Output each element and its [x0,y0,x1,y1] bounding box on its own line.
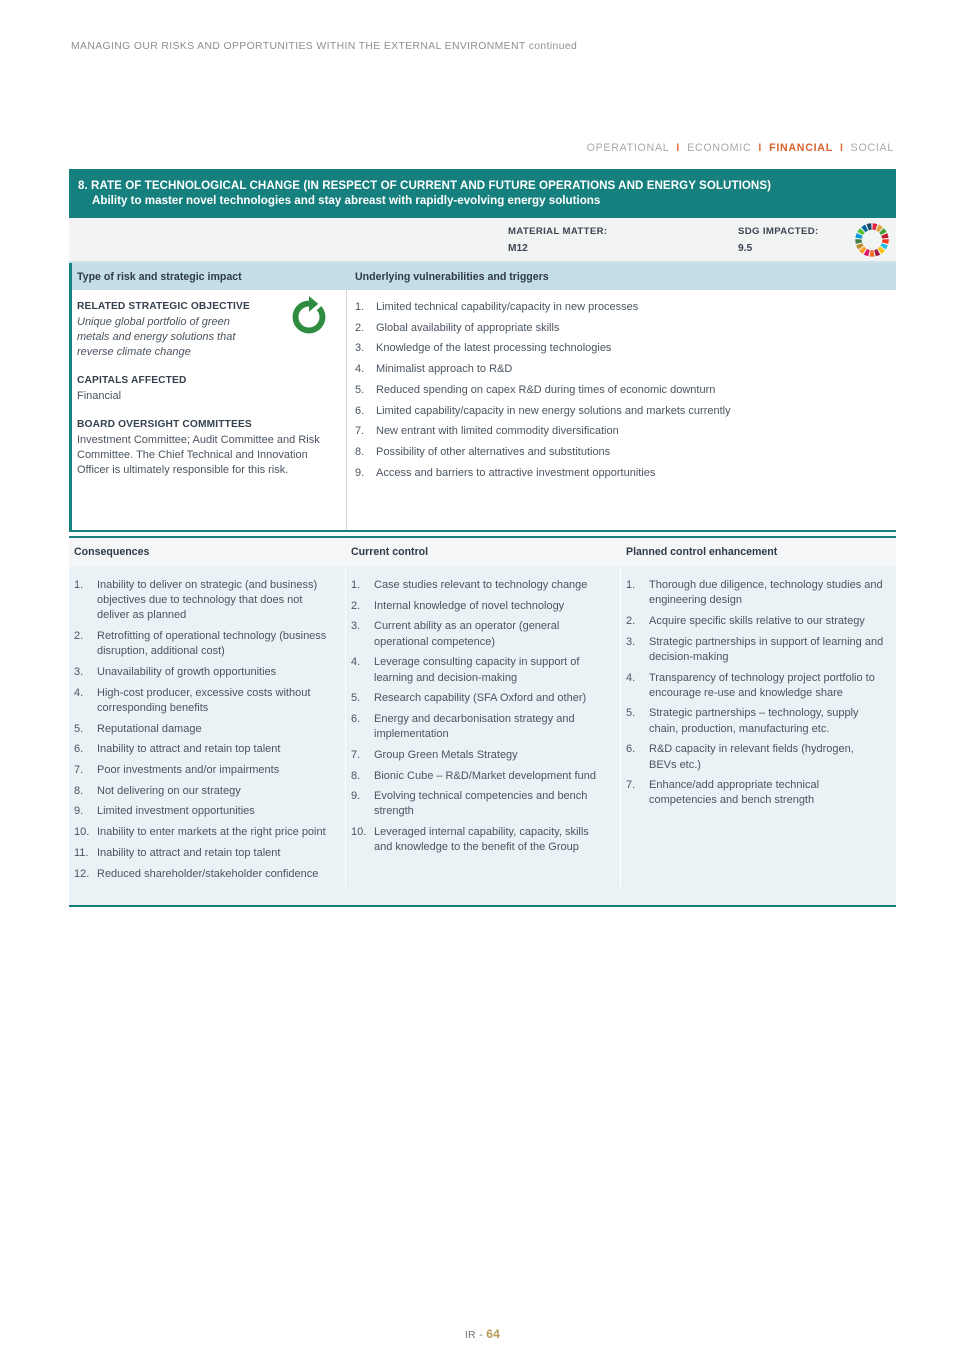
list-item: Evolving technical competencies and bench strength [374,790,588,818]
risk-meta-row [69,218,896,263]
list-item: Research capability (SFA Oxford and other) [374,692,587,705]
list-item: Energy and decarbonisation strategy and implementation [374,712,575,741]
page-footer [0,1327,965,1341]
column-header-current-control: Current control [351,546,429,558]
list-item: Bionic Cube – R&D/Market development fund [374,769,596,782]
column-header-vulnerabilities: Underlying vulnerabilities and triggers [355,270,549,283]
planned-control-column [621,566,896,887]
capitals-affected-text: Financial [77,389,122,402]
list-item: Enhance/add appropriate technical competencies and bench strength [649,779,820,807]
running-header-continued: continued [528,41,578,52]
risk-card [69,169,896,532]
vulnerabilities-list [355,300,888,481]
material-matter-label: MATERIAL MATTER: [508,226,608,237]
list-item: Limited technical capability/capacity in new processes [376,301,639,313]
column-header-type-of-risk: Type of risk and strategic impact [77,270,242,283]
category-financial-active[interactable]: FINANCIAL [769,142,833,154]
list-item: Knowledge of the latest processing technologies [376,342,612,355]
risk-banner-subtitle: Ability to master novel technologies and stay abreast with rapidly-evolving energy solutions [92,194,601,207]
list-item: Acquire specific skills relative to our strategy [649,614,865,627]
list-item: Group Green Metals Strategy [374,748,518,761]
list-item: Case studies relevant to technology change [374,579,588,591]
list-item: Thorough due diligence, technology studies and engineering design [649,579,883,607]
strategic-objective-heading: RELATED STRATEGIC OBJECTIVE [77,301,250,312]
column-header-consequences: Consequences [74,546,150,558]
sdg-impacted-label: SDG IMPACTED: [738,226,819,237]
list-item: Strategic partnerships in support of learning and decision-making [649,635,884,663]
list-item: Limited investment opportunities [97,805,255,818]
list-item: Possibility of other alternatives and substitutions [376,445,611,458]
list-item: Internal knowledge of novel technology [374,599,565,612]
list-item: Limited capability/capacity in new energy solutions and markets currently [376,404,731,417]
risk-banner [69,169,896,218]
list-item: High-cost producer, excessive costs without corresponding benefits [97,686,311,714]
controls-card [69,536,896,907]
list-item: Reputational damage [97,722,202,735]
list-item: Reduced shareholder/stakeholder confidence [97,867,319,880]
list-item: Inability to enter markets at the right price point [97,826,326,839]
controls-columns [69,566,896,905]
list-item: Strategic partnerships – technology, supply chain, production, manufacturing etc. [649,707,859,735]
list-item: Minimalist approach to R&D [376,363,513,376]
list-item: Global availability of appropriate skills [376,321,560,334]
list-item: R&D capacity in relevant fields (hydrogen, BEVs etc.) [649,743,854,771]
list-item: Poor investments and/or impairments [97,764,280,777]
column-header-planned-control: Planned control enhancement [626,546,778,558]
running-header [71,41,577,52]
list-item: New entrant with limited commodity diversification [376,425,619,438]
running-header-title: MANAGING OUR RISKS AND OPPORTUNITIES WITHIN THE EXTERNAL ENVIRONMENT [71,41,526,52]
sdg-impacted-value: 9.5 [738,243,753,254]
current-control-column [346,566,621,887]
list-item: Retrofitting of operational technology (business disruption, additional cost) [97,630,327,658]
footer-page-number: 64 [486,1327,501,1341]
risk-column-headers [69,263,896,290]
list-item: Inability to attract and retain top talent [97,846,281,859]
category-strip [587,142,894,154]
category-economic[interactable]: ECONOMIC [687,142,752,154]
circular-arrow-refresh-icon [288,296,330,338]
consequences-column [69,566,346,887]
controls-column-headers [69,538,896,566]
list-item: Transparency of technology project portfolio to encourage re-use and knowledge share [649,671,875,699]
strategic-objective-text: Unique global portfolio of green metals and energy solutions that reverse climate change [77,315,236,359]
list-item: Inability to deliver on strategic (and business) objectives due to technology that does not deliver as planned [97,579,318,622]
material-matter-value: M12 [508,243,528,254]
material-matter-block [508,224,607,256]
risk-right-column [347,290,896,530]
board-oversight-heading: BOARD OVERSIGHT COMMITTEES [77,419,252,431]
category-separator-1: I [676,142,681,154]
category-separator-3: I [839,142,844,154]
risk-card-body [69,290,896,532]
list-item: Inability to attract and retain top talent [97,743,281,756]
category-operational[interactable]: OPERATIONAL [586,142,670,154]
category-separator-2: I [758,142,763,154]
planned-control-list [626,578,884,809]
list-item: Not delivering on our strategy [97,784,241,797]
list-item: Access and barriers to attractive investment opportunities [376,466,656,479]
footer-prefix: IR - [464,1329,483,1341]
sdg-impacted-block [738,224,819,256]
board-oversight-text: Investment Committee; Audit Committee and Risk Committee. The Chief Technical and Innovation Officer is ultimately responsible for this risk. [77,433,320,477]
list-item: Current ability as an operator (general operational competence) [374,620,560,648]
list-item: Unavailability of growth opportunities [97,666,277,679]
list-item: Leveraged internal capability, capacity, skills and knowledge to the benefit of the Group [374,826,589,854]
current-control-list [351,578,608,856]
list-item: Leverage consulting capacity in support of learning and decision-making [374,656,580,684]
list-item: Reduced spending on capex R&D during times of economic downturn [376,383,716,396]
risk-banner-title: 8. RATE OF TECHNOLOGICAL CHANGE (IN RESPECT OF CURRENT AND FUTURE OPERATIONS AND ENERGY SOLUTIONS) [78,179,772,192]
sdg-wheel-icon [853,221,891,259]
capitals-affected-heading: CAPITALS AFFECTED [77,375,187,387]
category-social[interactable]: SOCIAL [850,142,894,154]
consequences-list [74,578,333,882]
risk-left-column [72,290,347,530]
